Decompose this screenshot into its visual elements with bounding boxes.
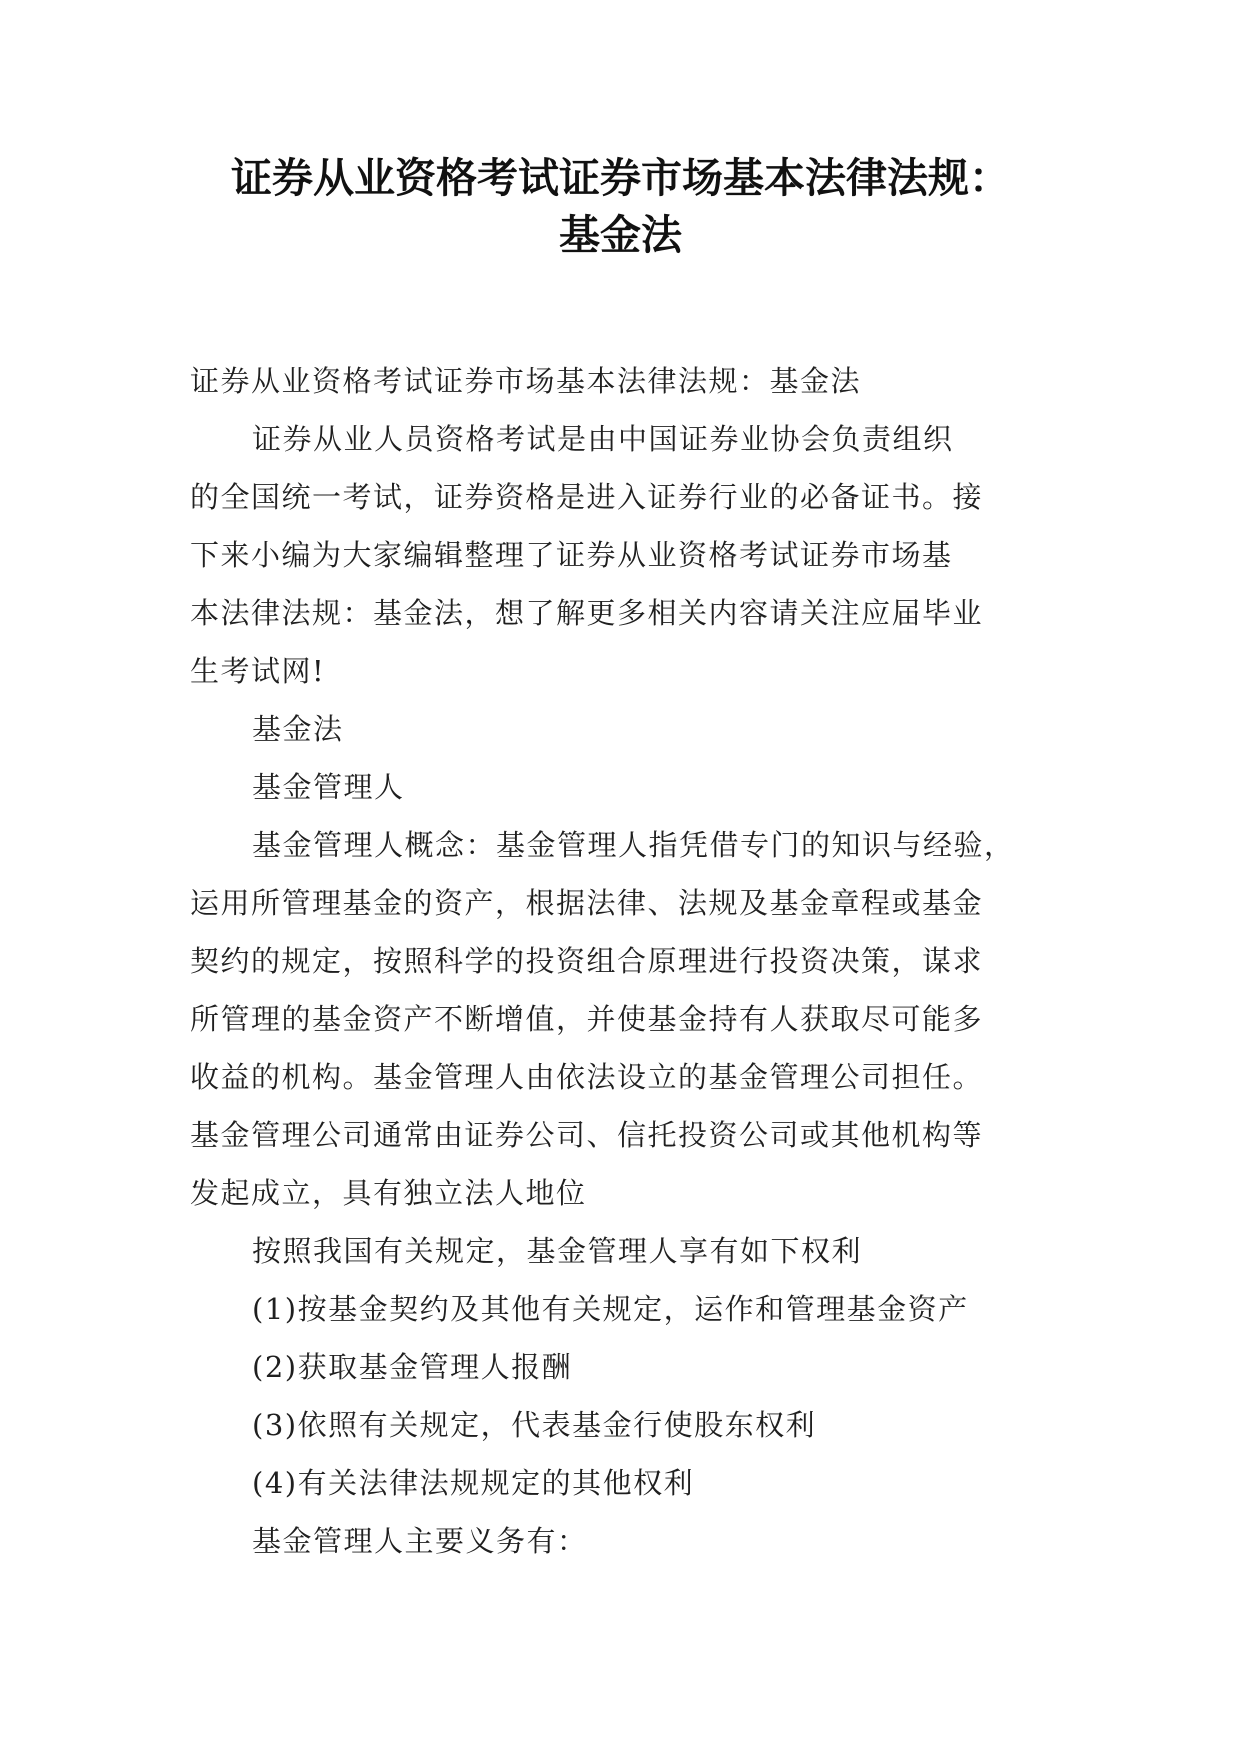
document-title	[150, 150, 1091, 264]
paragraph-line: 按照我国有关规定，基金管理人享有如下权利	[252, 1234, 863, 1268]
list-item: (1)按基金契约及其他有关规定，运作和管理基金资产	[252, 1292, 969, 1326]
paragraph-line: 的全国统一考试，证券资格是进入证券行业的必备证书。接	[190, 480, 984, 514]
paragraph-line: 基金管理公司通常由证券公司、信托投资公司或其他机构等	[190, 1118, 984, 1152]
paragraph-line: 契约的规定，按照科学的投资组合原理进行投资决策，谋求	[190, 944, 984, 978]
section-heading: 基金法	[252, 712, 344, 746]
paragraph-line: 运用所管理基金的资产，根据法律、法规及基金章程或基金	[190, 886, 984, 920]
paragraph-line: 收益的机构。基金管理人由依法设立的基金管理公司担任。	[190, 1060, 984, 1094]
paragraph-line: 生考试网!	[190, 654, 326, 688]
paragraph-line: 下来小编为大家编辑整理了证券从业资格考试证券市场基	[190, 538, 953, 572]
document-body	[190, 352, 1050, 1570]
title-line-2: 基金法	[559, 211, 682, 259]
subtitle-line: 证券从业资格考试证券市场基本法律法规：基金法	[190, 364, 862, 398]
paragraph-line: 所管理的基金资产不断增值，并使基金持有人获取尽可能多	[190, 1002, 984, 1036]
paragraph-line: 本法律法规：基金法，想了解更多相关内容请关注应届毕业	[190, 596, 984, 630]
list-item: (3)依照有关规定，代表基金行使股东权利	[252, 1408, 817, 1442]
paragraph-line: 基金管理人主要义务有：	[252, 1524, 588, 1558]
paragraph-line: 证券从业人员资格考试是由中国证券业协会负责组织	[252, 422, 954, 456]
list-item: (4)有关法律法规规定的其他权利	[252, 1466, 695, 1500]
title-line-1: 证券从业资格考试证券市场基本法律法规：	[231, 154, 1010, 202]
list-item: (2)获取基金管理人报酬	[252, 1350, 573, 1384]
paragraph-line: 发起成立，具有独立法人地位	[190, 1176, 587, 1210]
paragraph-line: 基金管理人概念：基金管理人指凭借专门的知识与经验，	[252, 828, 1015, 862]
section-heading: 基金管理人	[252, 770, 405, 804]
